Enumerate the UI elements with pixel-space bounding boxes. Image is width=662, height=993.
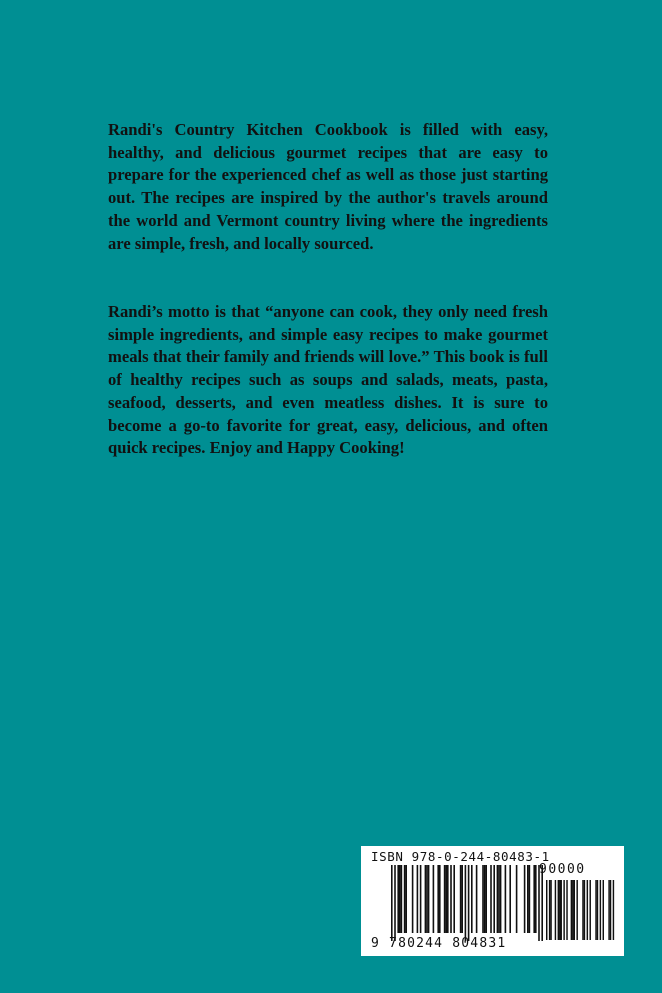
- barcode-bar: [550, 880, 551, 940]
- blurb-paragraph-2: Randi’s motto is that “anyone can cook, they only need fresh simple ingredients, and simple easy recipes to make gourmet meals that their family and friends will love.” This book is full of healthy recipes such as soups and salads, meats, pasta, seafood, desserts, and even meatless dishes. It is sure to become a go-to favorite for great, easy, delicious, and often quick recipes. Enjoy and Happy Cooking!: [108, 302, 548, 458]
- barcode-bar: [516, 865, 518, 933]
- barcode-bar: [572, 880, 573, 940]
- barcode-bar: [433, 865, 435, 933]
- barcode-bar: [404, 865, 406, 933]
- barcode-bar: [444, 865, 446, 933]
- barcode-bar: [563, 880, 564, 940]
- barcode-bar: [558, 880, 559, 940]
- barcode-bar: [587, 880, 588, 940]
- barcode-bar: [401, 865, 403, 933]
- barcode-bar: [428, 865, 430, 933]
- barcode-bar: [533, 865, 535, 933]
- barcode-bar: [527, 865, 529, 933]
- barcode-bar: [437, 865, 439, 933]
- barcode-bar: [576, 880, 577, 940]
- barcode-bar: [476, 865, 478, 933]
- barcode-bar: [561, 880, 562, 940]
- barcode-bar: [425, 865, 427, 933]
- barcode-bar: [498, 865, 500, 933]
- barcode-bar: [546, 880, 547, 940]
- barcode-bar: [590, 880, 591, 940]
- barcode-bar: [603, 880, 604, 940]
- barcode-bar: [610, 880, 611, 940]
- barcode-bar: [584, 880, 585, 940]
- barcode-bar: [613, 880, 614, 940]
- price-code: 90000: [539, 862, 586, 877]
- barcode-bar: [453, 865, 455, 933]
- blurb-paragraph-1: Randi's Country Kitchen Cookbook is filled with easy, healthy, and delicious gourmet recipes that are easy to prepare for the experienced chef as well as those just starting out. The recipes are inspired by the author's travels around the world and Vermont country living where the ingredients are simple, fresh, and locally sourced.: [108, 120, 548, 253]
- barcode-bar: [497, 865, 499, 933]
- barcode-bar: [468, 865, 470, 941]
- barcode-bar: [397, 865, 399, 933]
- barcode-bar: [445, 865, 447, 933]
- barcode-bar: [574, 880, 575, 940]
- barcode-bar: [471, 865, 473, 933]
- barcode-bar: [597, 880, 598, 940]
- barcode-bar: [460, 865, 462, 933]
- barcode-bar: [485, 865, 487, 933]
- barcode-bar: [555, 880, 556, 940]
- barcode-bar: [566, 880, 567, 940]
- barcode-bar: [412, 865, 414, 933]
- barcode-bar: [484, 865, 486, 933]
- barcode-bar: [405, 865, 407, 933]
- barcode-bar: [549, 880, 550, 940]
- ean-digits: 9 780244 804831: [371, 936, 507, 951]
- barcode-bar: [582, 880, 583, 940]
- barcode-bar: [505, 865, 507, 933]
- barcode-bar: [595, 880, 596, 940]
- barcode-bar: [500, 865, 502, 933]
- barcode-bar: [465, 865, 467, 941]
- barcode-bar: [420, 865, 422, 933]
- barcode-bar: [447, 865, 449, 933]
- barcode-bar: [490, 865, 492, 933]
- barcode-bar: [394, 865, 396, 941]
- barcode-bar: [559, 880, 560, 940]
- barcode-bar: [426, 865, 428, 933]
- barcode-bar: [600, 880, 601, 940]
- barcode-bar: [399, 865, 401, 933]
- barcode-bar: [439, 865, 441, 933]
- barcode-bar: [391, 865, 393, 941]
- barcode-bar: [461, 865, 463, 933]
- barcode-bar: [417, 865, 419, 933]
- barcode-bar: [482, 865, 484, 933]
- isbn-barcode: [361, 846, 624, 956]
- barcode-bar: [529, 865, 531, 933]
- barcode-bar: [493, 865, 495, 933]
- barcode-bar: [608, 880, 609, 940]
- barcode-bar: [571, 880, 572, 940]
- barcode-bar: [450, 865, 452, 933]
- barcode-bar: [524, 865, 526, 933]
- barcode-bar: [509, 865, 511, 933]
- isbn-label: ISBN 978-0-244-80483-1: [371, 849, 550, 864]
- barcode-bar: [535, 865, 537, 933]
